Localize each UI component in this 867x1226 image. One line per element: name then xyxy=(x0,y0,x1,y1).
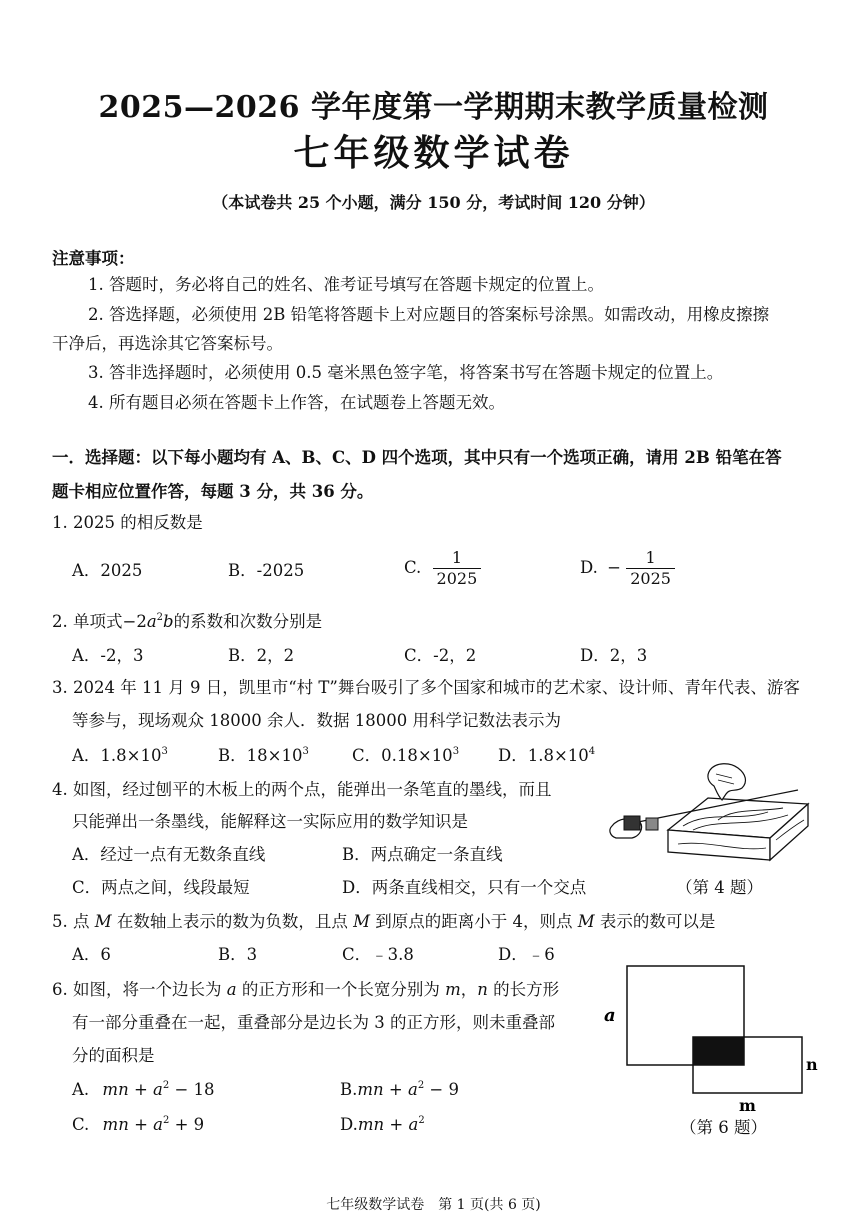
q2-expr-a: a xyxy=(146,612,157,631)
q3-option-a xyxy=(72,746,168,766)
notice-heading: 注意事项： xyxy=(52,249,135,268)
q1-option-c-fraction xyxy=(433,548,482,589)
q2-expr-b: b xyxy=(163,612,174,631)
q6-line3: 分的面积是 xyxy=(72,1046,155,1065)
q1-option-d-fraction xyxy=(626,548,675,589)
q1-option-b: B．-2025 xyxy=(228,561,305,580)
q1-stem: 1. 2025 的相反数是 xyxy=(52,513,203,532)
q3-d-exp: 4 xyxy=(588,746,596,757)
q2-option-c: C．-2，2 xyxy=(404,646,477,665)
q5-stem-part3: 到原点的距离小于 4，则点 xyxy=(370,912,578,931)
q6-a-label: A. xyxy=(72,1080,90,1099)
q6-l1-mid: 的正方形和一个长宽分别为 xyxy=(236,980,446,999)
q6-line2: 有一部分重叠在一起，重叠部分是边长为 3 的正方形，则未重叠部 xyxy=(72,1013,555,1032)
q6-l1-n: n xyxy=(477,980,488,999)
q3-c-base: C．0.18×10 xyxy=(352,746,453,765)
notice-item-2-cont: 干净后，再选涂其它答案标号。 xyxy=(52,334,283,353)
q3-c-exp: 3 xyxy=(452,746,460,757)
q6-l1-a: a xyxy=(226,980,237,999)
q4-option-d: D．两条直线相交，只有一个交点 xyxy=(342,878,587,897)
q5-stem-part4: 表示的数可以是 xyxy=(594,912,716,931)
q1-option-c-label: C. xyxy=(404,558,422,577)
q6-d-label: D. xyxy=(340,1115,358,1134)
q6-option-c xyxy=(72,1115,204,1135)
notice-item-3: 3. 答非选择题时，必须使用 0.5 毫米黑色签字笔，将答案书写在答题卡规定的位置上。 xyxy=(88,363,724,382)
q2-expr-exp: 2 xyxy=(156,612,164,623)
exam-title-line2: 七年级数学试卷 xyxy=(293,132,574,174)
q3-option-c xyxy=(352,746,459,766)
q6-c-expr-pre: mn + a xyxy=(102,1115,163,1134)
q6-a-exp: 2 xyxy=(162,1080,170,1091)
q6-fig-label-n: n xyxy=(806,1055,818,1074)
q2-option-b: B．2，2 xyxy=(228,646,295,665)
q4-option-b: B．两点确定一条直线 xyxy=(342,845,503,864)
q6-l1-post: 的长方形 xyxy=(487,980,560,999)
q6-c-label: C. xyxy=(72,1115,90,1134)
q6-l1-m: m xyxy=(445,980,461,999)
q6-c-expr-post: + 9 xyxy=(169,1115,205,1134)
notice-item-4: 4. 所有题目必须在答题卡上作答，在试题卷上答题无效。 xyxy=(88,393,505,412)
q6-caption: （第 6 题） xyxy=(680,1118,767,1137)
q6-d-exp: 2 xyxy=(418,1115,425,1126)
q4-caption: （第 4 题） xyxy=(676,878,763,897)
notice-item-2: 2. 答选择题，必须使用 2B 铅笔将答题卡上对应题目的答案标号涂黑。如需改动，用橡皮擦擦 xyxy=(88,305,770,324)
q5-option-a: A．6 xyxy=(72,945,111,964)
q1-c-numerator: 1 xyxy=(451,548,462,567)
section1-line1: 一．选择题：以下每小题均有 A、B、C、D 四个选项，其中只有一个选项正确，请用 2B 铅笔在答 xyxy=(52,448,782,467)
q1-option-d xyxy=(580,548,675,589)
q1-option-c xyxy=(404,548,481,589)
q3-a-exp: 3 xyxy=(161,746,168,757)
q5-point-m2: M xyxy=(353,912,371,931)
q4-line2: 只能弹出一条墨线，能解释这一实际应用的数学知识是 xyxy=(72,812,468,831)
q6-option-d xyxy=(340,1115,425,1135)
notice-item-1: 1. 答题时，务必将自己的姓名、准考证号填写在答题卡规定的位置上。 xyxy=(88,275,604,294)
q3-b-exp: 3 xyxy=(302,746,309,757)
exam-title-line1: 2025—2026 学年度第一学期期末教学质量检测 xyxy=(98,90,769,125)
q5-option-b: B．3 xyxy=(218,945,258,964)
q6-b-expr-pre: mn + a xyxy=(357,1080,418,1099)
q5-option-c: C．﹣3.8 xyxy=(342,945,414,964)
q5-stem xyxy=(52,912,715,932)
q4-option-a: A．经过一点有无数条直线 xyxy=(72,845,266,864)
q6-l1-pre: 6. 如图，将一个边长为 xyxy=(52,980,227,999)
q2-expr-coef: −2 xyxy=(122,612,147,631)
q1-d-numerator: 1 xyxy=(645,548,656,567)
q6-d-expr-pre: mn + a xyxy=(357,1115,419,1134)
q2-option-d: D．2，3 xyxy=(580,646,648,665)
q6-b-expr-post: − 9 xyxy=(424,1080,460,1099)
q6-l1-comma: ， xyxy=(460,980,478,999)
q6-figure-squares xyxy=(598,960,828,1120)
q6-fig-label-a: a xyxy=(604,1005,616,1026)
q1-option-a: A．2025 xyxy=(72,561,143,580)
q5-stem-part1: 5. 点 xyxy=(52,912,95,931)
q1-option-d-label: D. xyxy=(580,558,598,577)
q2-option-a: A．-2，3 xyxy=(72,646,144,665)
q2-stem-post: 的系数和次数分别是 xyxy=(173,612,323,631)
q2-stem-pre: 2. 单项式 xyxy=(52,612,123,631)
q1-c-denominator: 2025 xyxy=(433,568,482,589)
q5-option-d: D．﹣6 xyxy=(498,945,555,964)
q5-point-m1: M xyxy=(94,912,112,931)
q4-option-c: C．两点之间，线段最短 xyxy=(72,878,250,897)
q1-option-d-sign: − xyxy=(607,558,621,577)
section1-line2: 题卡相应位置作答，每题 3 分，共 36 分。 xyxy=(52,482,374,501)
exam-subtitle: （本试卷共 25 个小题，满分 150 分，考试时间 120 分钟） xyxy=(212,193,655,212)
q6-c-exp: 2 xyxy=(162,1115,170,1126)
q4-figure-plank xyxy=(598,760,818,870)
q4-line1: 4. 如图，经过刨平的木板上的两个点，能弹出一条笔直的墨线，而且 xyxy=(52,780,552,799)
q3-line2: 等参与，现场观众 18000 余人．数据 18000 用科学记数法表示为 xyxy=(72,711,561,730)
q6-overlap-square xyxy=(693,1037,744,1065)
q6-a-expr-post: − 18 xyxy=(169,1080,215,1099)
q5-stem-part2: 在数轴上表示的数为负数，且点 xyxy=(111,912,354,931)
q3-d-base: D．1.8×10 xyxy=(498,746,589,765)
q6-option-b xyxy=(340,1080,459,1100)
q6-b-exp: 2 xyxy=(417,1080,425,1091)
q3-option-d xyxy=(498,746,595,766)
q1-d-denominator: 2025 xyxy=(626,568,675,589)
q3-a-base: A．1.8×10 xyxy=(72,746,162,765)
q6-b-label: B. xyxy=(340,1080,358,1099)
q5-point-m3: M xyxy=(577,912,595,931)
q2-stem xyxy=(52,612,322,632)
q6-option-a xyxy=(72,1080,215,1100)
page-footer: 七年级数学试卷 第 1 页(共 6 页) xyxy=(326,1197,541,1213)
q6-fig-label-m: m xyxy=(739,1096,756,1115)
q3-b-base: B．18×10 xyxy=(218,746,303,765)
q3-line1: 3. 2024 年 11 月 9 日，凯里市“村 T”舞台吸引了多个国家和城市的艺术家、设计师、青年代表、游客 xyxy=(52,678,800,697)
q3-option-b xyxy=(218,746,309,766)
q6-a-expr-pre: mn + a xyxy=(102,1080,163,1099)
q6-line1 xyxy=(52,980,559,1000)
